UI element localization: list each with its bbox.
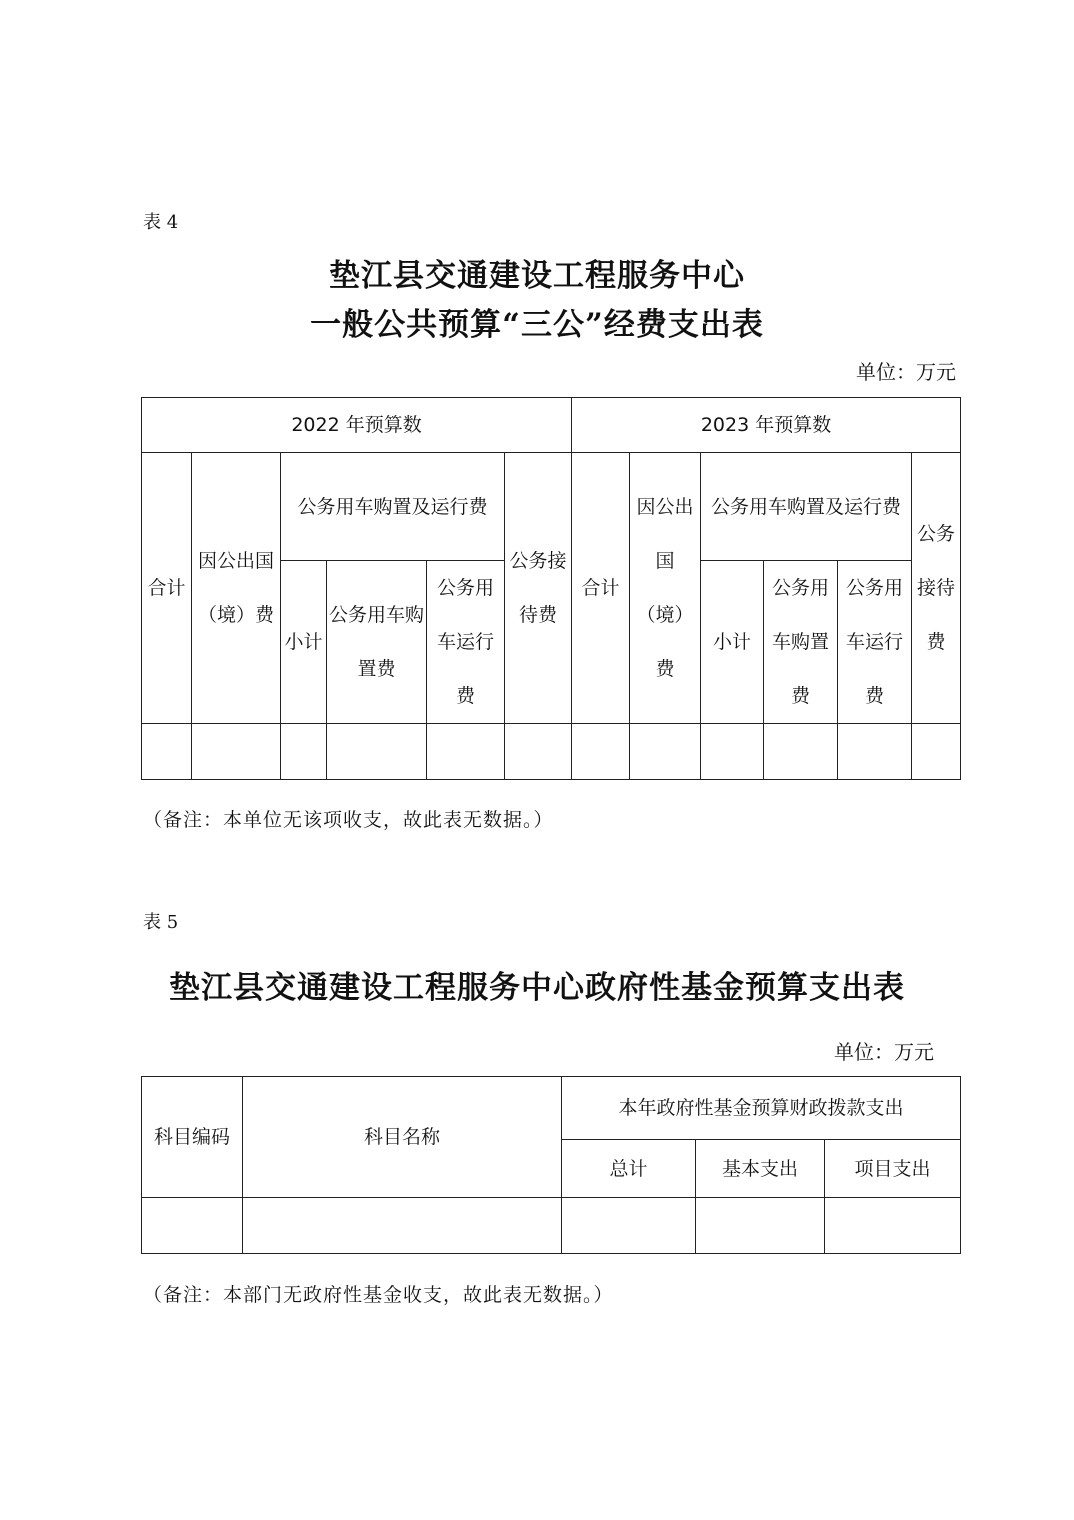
- table4-reception-2022: 公务接待费: [505, 453, 572, 724]
- table5-unit: 单位：万元: [834, 1040, 934, 1064]
- table-cell: [764, 724, 838, 780]
- table4-vehicle-purchase-2023: 公务用车购置费: [764, 561, 838, 724]
- table4-title-line2: 一般公共预算“三公”经费支出表: [310, 307, 764, 343]
- table4-vehicle-purchase-2022: 公务用车购置费: [327, 561, 427, 724]
- table4-total-2022: 合计: [142, 453, 192, 724]
- table5-name-header: 科目名称: [243, 1077, 562, 1198]
- table-cell: [327, 724, 427, 780]
- table5-code-header: 科目编码: [142, 1077, 243, 1198]
- table4-title-line1: 垫江县交通建设工程服务中心: [329, 258, 745, 294]
- table-cell: [562, 1198, 696, 1254]
- table-cell: [572, 724, 630, 780]
- table5-note: （备注：本部门无政府性基金收支，故此表无数据。）: [143, 1284, 614, 1306]
- table4-vehicle-group-2023: 公务用车购置及运行费: [701, 453, 912, 561]
- table-cell: [912, 724, 961, 780]
- table-cell: [701, 724, 764, 780]
- table-cell: [630, 724, 701, 780]
- table4-vehicle-group-2022: 公务用车购置及运行费: [281, 453, 505, 561]
- table5: [141, 1076, 961, 1254]
- table5-empty-row: [142, 1198, 961, 1254]
- table5-tag: 表 5: [143, 912, 179, 933]
- table5-total-header: 总计: [562, 1140, 696, 1198]
- table-cell: [838, 724, 912, 780]
- table-cell: [243, 1198, 562, 1254]
- table4-reception-2023: 公务接待费: [912, 453, 961, 724]
- table4-abroad-2023: 因公出国（境）费: [630, 453, 701, 724]
- table5-basic-header: 基本支出: [696, 1140, 825, 1198]
- table4-vehicle-operation-2023: 公务用车运行费: [838, 561, 912, 724]
- table-cell: [281, 724, 327, 780]
- table-cell: [192, 724, 281, 780]
- table-cell: [696, 1198, 825, 1254]
- table4-subtotal-2023: 小计: [701, 561, 764, 724]
- table5-project-header: 项目支出: [825, 1140, 961, 1198]
- table4-subtotal-2022: 小计: [281, 561, 327, 724]
- table4-tag: 表 4: [143, 212, 179, 233]
- table-cell: [427, 724, 505, 780]
- table-cell: [142, 724, 192, 780]
- table4-unit: 单位：万元: [856, 360, 956, 384]
- table-cell: [142, 1198, 243, 1254]
- table-cell: [825, 1198, 961, 1254]
- table5-title: 垫江县交通建设工程服务中心政府性基金预算支出表: [169, 970, 905, 1006]
- table4: [141, 397, 961, 780]
- table4-note: （备注：本单位无该项收支，故此表无数据。）: [143, 809, 554, 831]
- table-cell: [505, 724, 572, 780]
- table4-abroad-2022: 因公出国（境）费: [192, 453, 281, 724]
- table4-empty-row: [142, 724, 961, 780]
- table4-vehicle-operation-2022: 公务用车运行费: [427, 561, 505, 724]
- table4-header-2022: 2022 年预算数: [142, 398, 572, 453]
- table4-total-2023: 合计: [572, 453, 630, 724]
- table5-group-header: 本年政府性基金预算财政拨款支出: [562, 1077, 961, 1140]
- table4-header-2023: 2023 年预算数: [572, 398, 961, 453]
